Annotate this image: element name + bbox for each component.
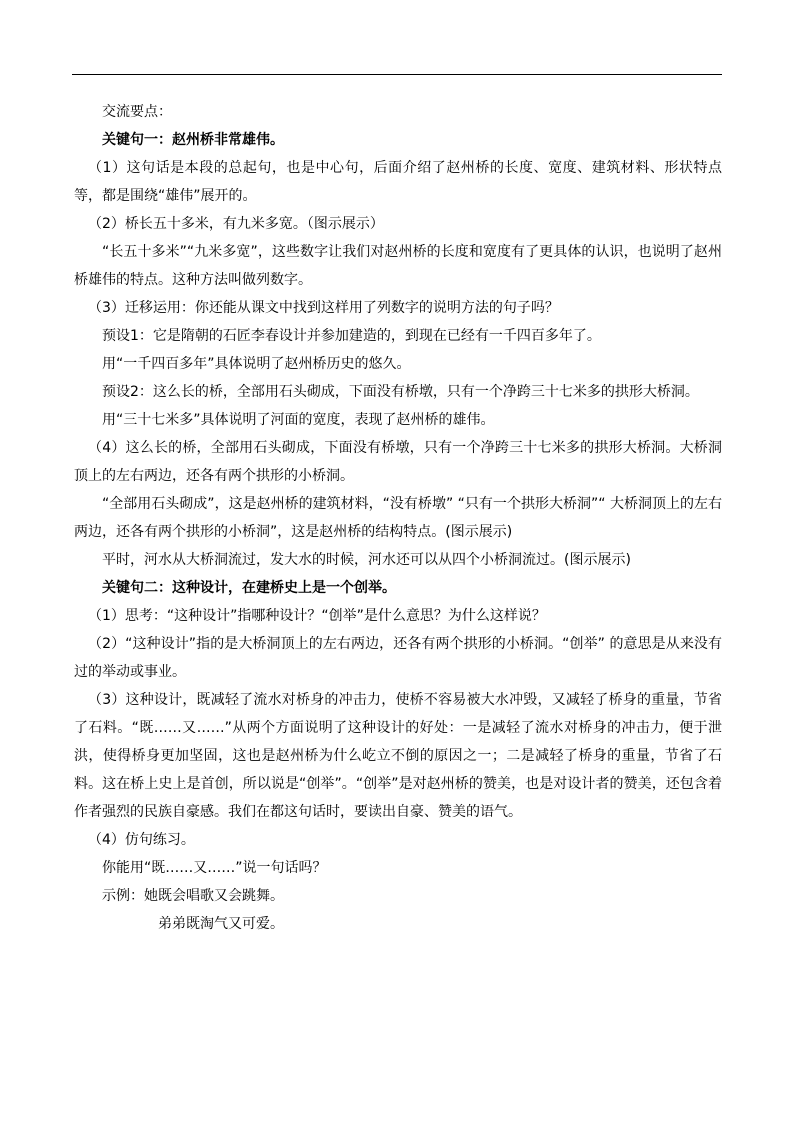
paragraph: （4）这么长的桥，全部用石头砌成，下面没有桥墩，只有一个净跨三十七米多的拱形大桥洞。大桥洞顶上的左右两边，还各有两个拱形的小桥洞。	[74, 440, 722, 484]
paragraph: 平时，河水从大桥洞流过，发大水的时候，河水还可以从四个小桥洞流过。(图示展示)	[102, 552, 631, 568]
paragraph: 用“三十七米多”具体说明了河面的宽度，表现了赵州桥的雄伟。	[102, 412, 495, 428]
example-line: 弟弟既淘气又可爱。	[158, 916, 284, 932]
paragraph: 预设2：这么长的桥，全部用石头砌成，下面没有桥墩，只有一个净跨三十七米多的拱形大桥洞。	[102, 384, 699, 400]
paragraph: “长五十多米”“九米多宽”，这些数字让我们对赵州桥的长度和宽度有了更具体的认识，也说明了赵州桥雄伟的特点。这种方法叫做列数字。	[74, 244, 722, 288]
paragraph: “全部用石头砌成”，这是赵州桥的建筑材料，“没有桥墩” “只有一个拱形大桥洞”“ 大桥洞顶上的左右两边，还各有两个拱形的小桥洞”，这是赵州桥的结构特点。(图示展示)	[74, 496, 722, 540]
paragraph: （1）这句话是本段的总起句，也是中心句，后面介绍了赵州桥的长度、宽度、建筑材料、形状特点等，都是围绕“雄伟”展开的。	[74, 160, 722, 204]
paragraph: 你能用“既……又……”说一句话吗？	[102, 860, 327, 876]
section-heading: 交流要点：	[102, 104, 172, 120]
document-body	[74, 98, 722, 938]
example-line: 示例：她既会唱歌又会跳舞。	[102, 888, 284, 904]
key-sentence-2: 关键句二：这种设计，在建桥史上是一个创举。	[102, 580, 396, 596]
paragraph: 预设1：它是隋朝的石匠李春设计并参加建造的，到现在已经有一千四百多年了。	[102, 328, 601, 344]
paragraph: （2）桥长五十多米，有九米多宽。（图示展示）	[88, 216, 384, 232]
paragraph: （3）这种设计，既减轻了流水对桥身的冲击力，使桥不容易被大水冲毁，又减轻了桥身的重量，节省了石料。“既……又……”从两个方面说明了这种设计的好处：一是减轻了流水对桥身的冲击力，便于泄洪，使得桥身更加坚固，这也是赵州桥为什么屹立不倒的原因之一；二是减轻了桥身的重量，节省了石料。这在桥上史上是首创，所以说是“创举”。“创举”是对赵州桥的赞美，也是对设计者的赞美，还包含着作者强烈的民族自豪感。我们在都这句话时，要读出自豪、赞美的语气。	[74, 692, 722, 820]
paragraph: 用“一千四百多年”具体说明了赵州桥历史的悠久。	[102, 356, 411, 372]
paragraph: （1）思考：“这种设计”指哪种设计？“创举”是什么意思？为什么这样说？	[88, 608, 546, 624]
key-sentence-1: 关键句一：赵州桥非常雄伟。	[102, 132, 284, 148]
header-rule	[72, 74, 722, 75]
paragraph: （4）仿句练习。	[88, 832, 195, 848]
paragraph: （2）“这种设计”指的是大桥洞顶上的左右两边，还各有两个拱形的小桥洞。“创举” 的意思是从来没有过的举动或事业。	[74, 636, 722, 680]
paragraph: （3）迁移运用：你还能从课文中找到这样用了列数字的说明方法的句子吗？	[88, 300, 559, 316]
